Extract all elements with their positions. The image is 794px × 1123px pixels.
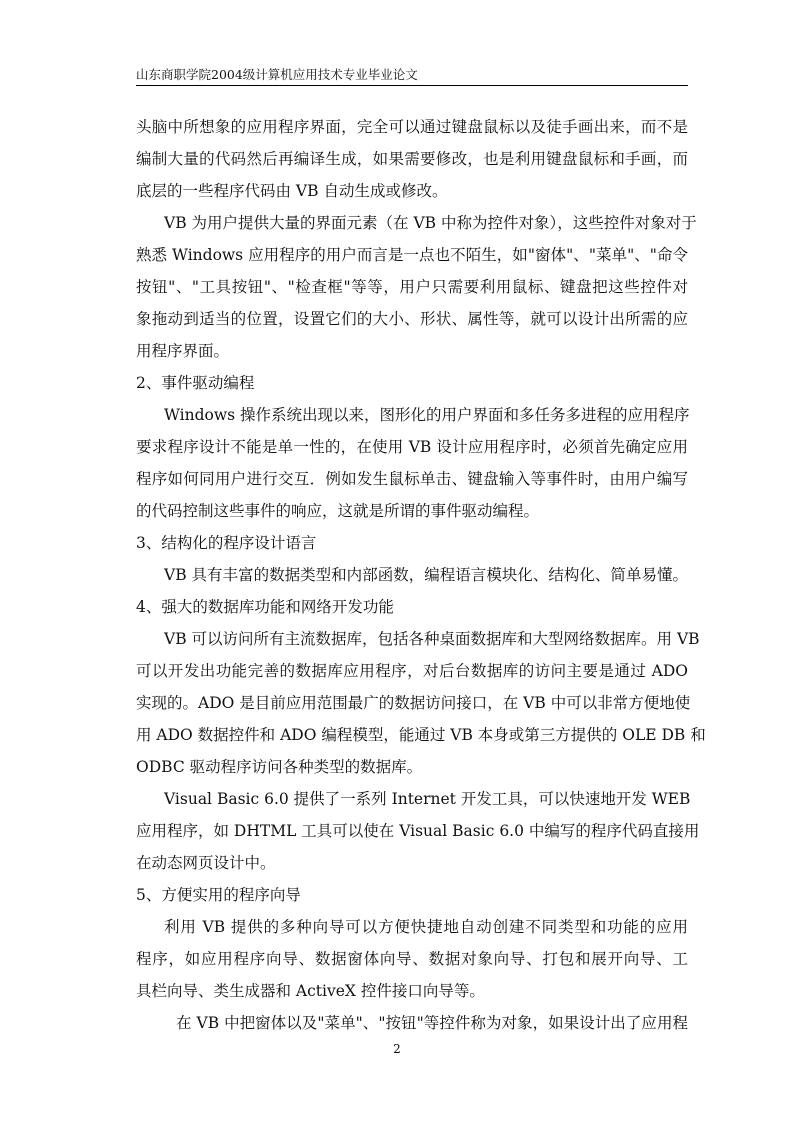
- paragraph-line: 应用程序，如 DHTML 工具可以使在 Visual Basic 6.0 中编写的程序代码直接用: [136, 822, 700, 840]
- paragraph-line: 可以开发出功能完善的数据库应用程序，对后台数据库的访问主要是通过 ADO: [136, 662, 688, 680]
- paragraph-line: 象拖动到适当的位置，设置它们的大小、形状、属性等，就可以设计出所需的应: [136, 310, 688, 328]
- paragraph-line: 在 VB 中把窗体以及"菜单"、"按钮"等控件称为对象，如果设计出了应用程: [176, 1014, 688, 1032]
- paragraph-line: VB 为用户提供大量的界面元素（在 VB 中称为控件对象），这些控件对象对于: [164, 214, 697, 232]
- paragraph-line: 程序如何同用户进行交互．例如发生鼠标单击、键盘输入等事件时，由用户编写: [136, 470, 688, 488]
- paragraph-line: 底层的一些程序代码由 VB 自动生成或修改。: [136, 182, 448, 200]
- paragraph-line: 编制大量的代码然后再编译生成，如果需要修改，也是利用键盘鼠标和手画，而: [136, 150, 688, 168]
- section-heading: 2、事件驱动编程: [136, 374, 255, 392]
- paragraph-line: 头脑中所想象的应用程序界面，完全可以通过键盘鼠标以及徒手画出来，而不是: [136, 118, 688, 136]
- paragraph-line: 实现的。ADO 是目前应用范围最广的数据访问接口，在 VB 中可以非常方便地使: [136, 694, 691, 712]
- section-heading: 3、结构化的程序设计语言: [136, 534, 317, 552]
- section-heading: 4、强大的数据库功能和网络开发功能: [136, 598, 394, 616]
- paragraph-line: 用 ADO 数据控件和 ADO 编程模型，能通过 VB 本身或第三方提供的 OLE DB 和: [136, 726, 706, 744]
- paragraph-line: 的代码控制这些事件的响应，这就是所谓的事件驱动编程。: [136, 502, 540, 520]
- page-number: 2: [393, 1042, 401, 1056]
- paragraph-line: 程序，如应用程序向导、数据窗体向导、数据对象向导、打包和展开向导、工: [136, 950, 688, 968]
- paragraph-line: Windows 操作系统出现以来，图形化的用户界面和多任务多进程的应用程序: [164, 406, 690, 424]
- paragraph-line: 具栏向导、类生成器和 ActiveX 控件接口向导等。: [136, 982, 485, 1000]
- paragraph-line: 用程序界面。: [136, 342, 230, 360]
- paragraph-line: 熟悉 Windows 应用程序的用户而言是一点也不陌生，如"窗体"、"菜单"、"命令: [136, 246, 688, 264]
- paragraph-line: ODBC 驱动程序访问各种类型的数据库。: [136, 758, 423, 776]
- paragraph-line: 在动态网页设计中。: [136, 854, 276, 872]
- paragraph-line: Visual Basic 6.0 提供了一系列 Internet 开发工具，可以快速地开发 WEB: [164, 790, 691, 808]
- header-title: 山东商职学院2004级计算机应用技术专业毕业论文: [136, 67, 418, 82]
- paragraph-line: VB 具有丰富的数据类型和内部函数，编程语言模块化、结构化、简单易懂。: [164, 566, 688, 584]
- section-heading: 5、方便实用的程序向导: [136, 886, 301, 904]
- paragraph-line: 利用 VB 提供的多种向导可以方便快捷地自动创建不同类型和功能的应用: [164, 918, 688, 936]
- paragraph-line: 要求程序设计不能是单一性的，在使用 VB 设计应用程序时，必须首先确定应用: [136, 438, 688, 456]
- paragraph-line: 按钮"、"工具按钮"、"检查框"等等，用户只需要利用鼠标、键盘把这些控件对: [136, 278, 688, 296]
- paragraph-line: VB 可以访问所有主流数据库，包括各种桌面数据库和大型网络数据库。用 VB: [164, 630, 700, 648]
